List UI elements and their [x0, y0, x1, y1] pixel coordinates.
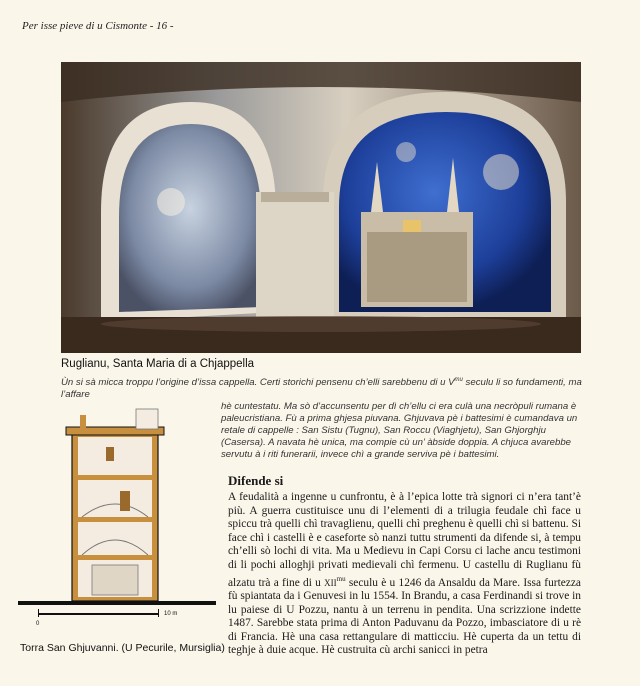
scale-end-label: 10 m: [164, 611, 178, 617]
century-superscript: mu: [336, 574, 346, 583]
caption-first-line: [61, 374, 585, 401]
scale-zero-label: 0: [36, 621, 40, 627]
caption-line1-end: seculu li so fundamenti, ma l’affare: [61, 377, 582, 401]
section-difende-si: [228, 473, 581, 658]
caption-rest: hè cuntestatu. Ma sò d’accunsentu per dì ch’ellu ci era culà una necròpuli rumana è paleucristiana. Fù a prima ghjesa piuvana. Ghjuvava pè i battesimi è cumandava un retale di cappelle : San Sistu (Tugnu), San Roccu (Viaghjetu), San Ghjorghju (Casersa). A navata hè unica, ma compie cù un’ àbside doppia. A chjuca avarebbe servutu à i riti funerarii, invece chì a grande serviva pè i battesimi.: [221, 401, 578, 461]
body-part-b: seculu è u 1246 da Ansaldu da Mare. Issa furtezza fù spiantata da i Genuvesi in lu 1554. In Brandu, a casa Ferdinandi si trove in lu paiese di U Pozzu, nantu à un terrenu in pendita. Una scrizzione indette 1487. Sarebbe stata prima di Anton Paduvanu da Pozzo, imbasciatore di u rè di Francia. Hè una casa rettangulare di matticciu. Hè cuperta da un tettu di teghje à duie acque. Hè custruita cù archi sanicci in petra: [228, 576, 581, 657]
photo-caption-title: Ruglianu, Santa Maria di a Chjappella: [61, 358, 255, 370]
section-body: [228, 491, 581, 658]
century-numeral: XII: [324, 577, 337, 588]
tower-elevation-drawing: [18, 405, 216, 631]
chapel-photo: [61, 62, 581, 353]
running-head: Per isse pieve di u Cismonte - 16 -: [22, 20, 174, 32]
caption-line1: Ùn si sà micca troppu l’origine d’issa cappella. Certi storichi pensenu ch’elli sarebbenu di u V: [61, 377, 455, 389]
section-heading: Difende si: [228, 473, 284, 488]
caption-superscript: mu: [454, 377, 463, 383]
body-part-a: A feudalità a ingenne u cunfrontu, è à l’epica lotte trà signori ci n’era tant’è più. A guerra custituisce unu di l’elementi di a trilugia feudale chì face u spiccu trà quelli chì travaglienu, quelli chì preghenu è quelli chì si battenu. Si face chì i castelli è e caseforte sò nanzi tuttu strumenti da difende si, à tempu ch’elli sò lochi di vita. Ma u Medievu in Capi Corsu ci lache ancu testimoni di li pochi alloghji privati medievali chì fermenu. U castellu di Ruglianu fù alzatu trà a fine di u: [228, 491, 581, 589]
tower-caption: Torra San Ghjuvanni. (U Pecurile, Mursiglia): [20, 642, 225, 654]
